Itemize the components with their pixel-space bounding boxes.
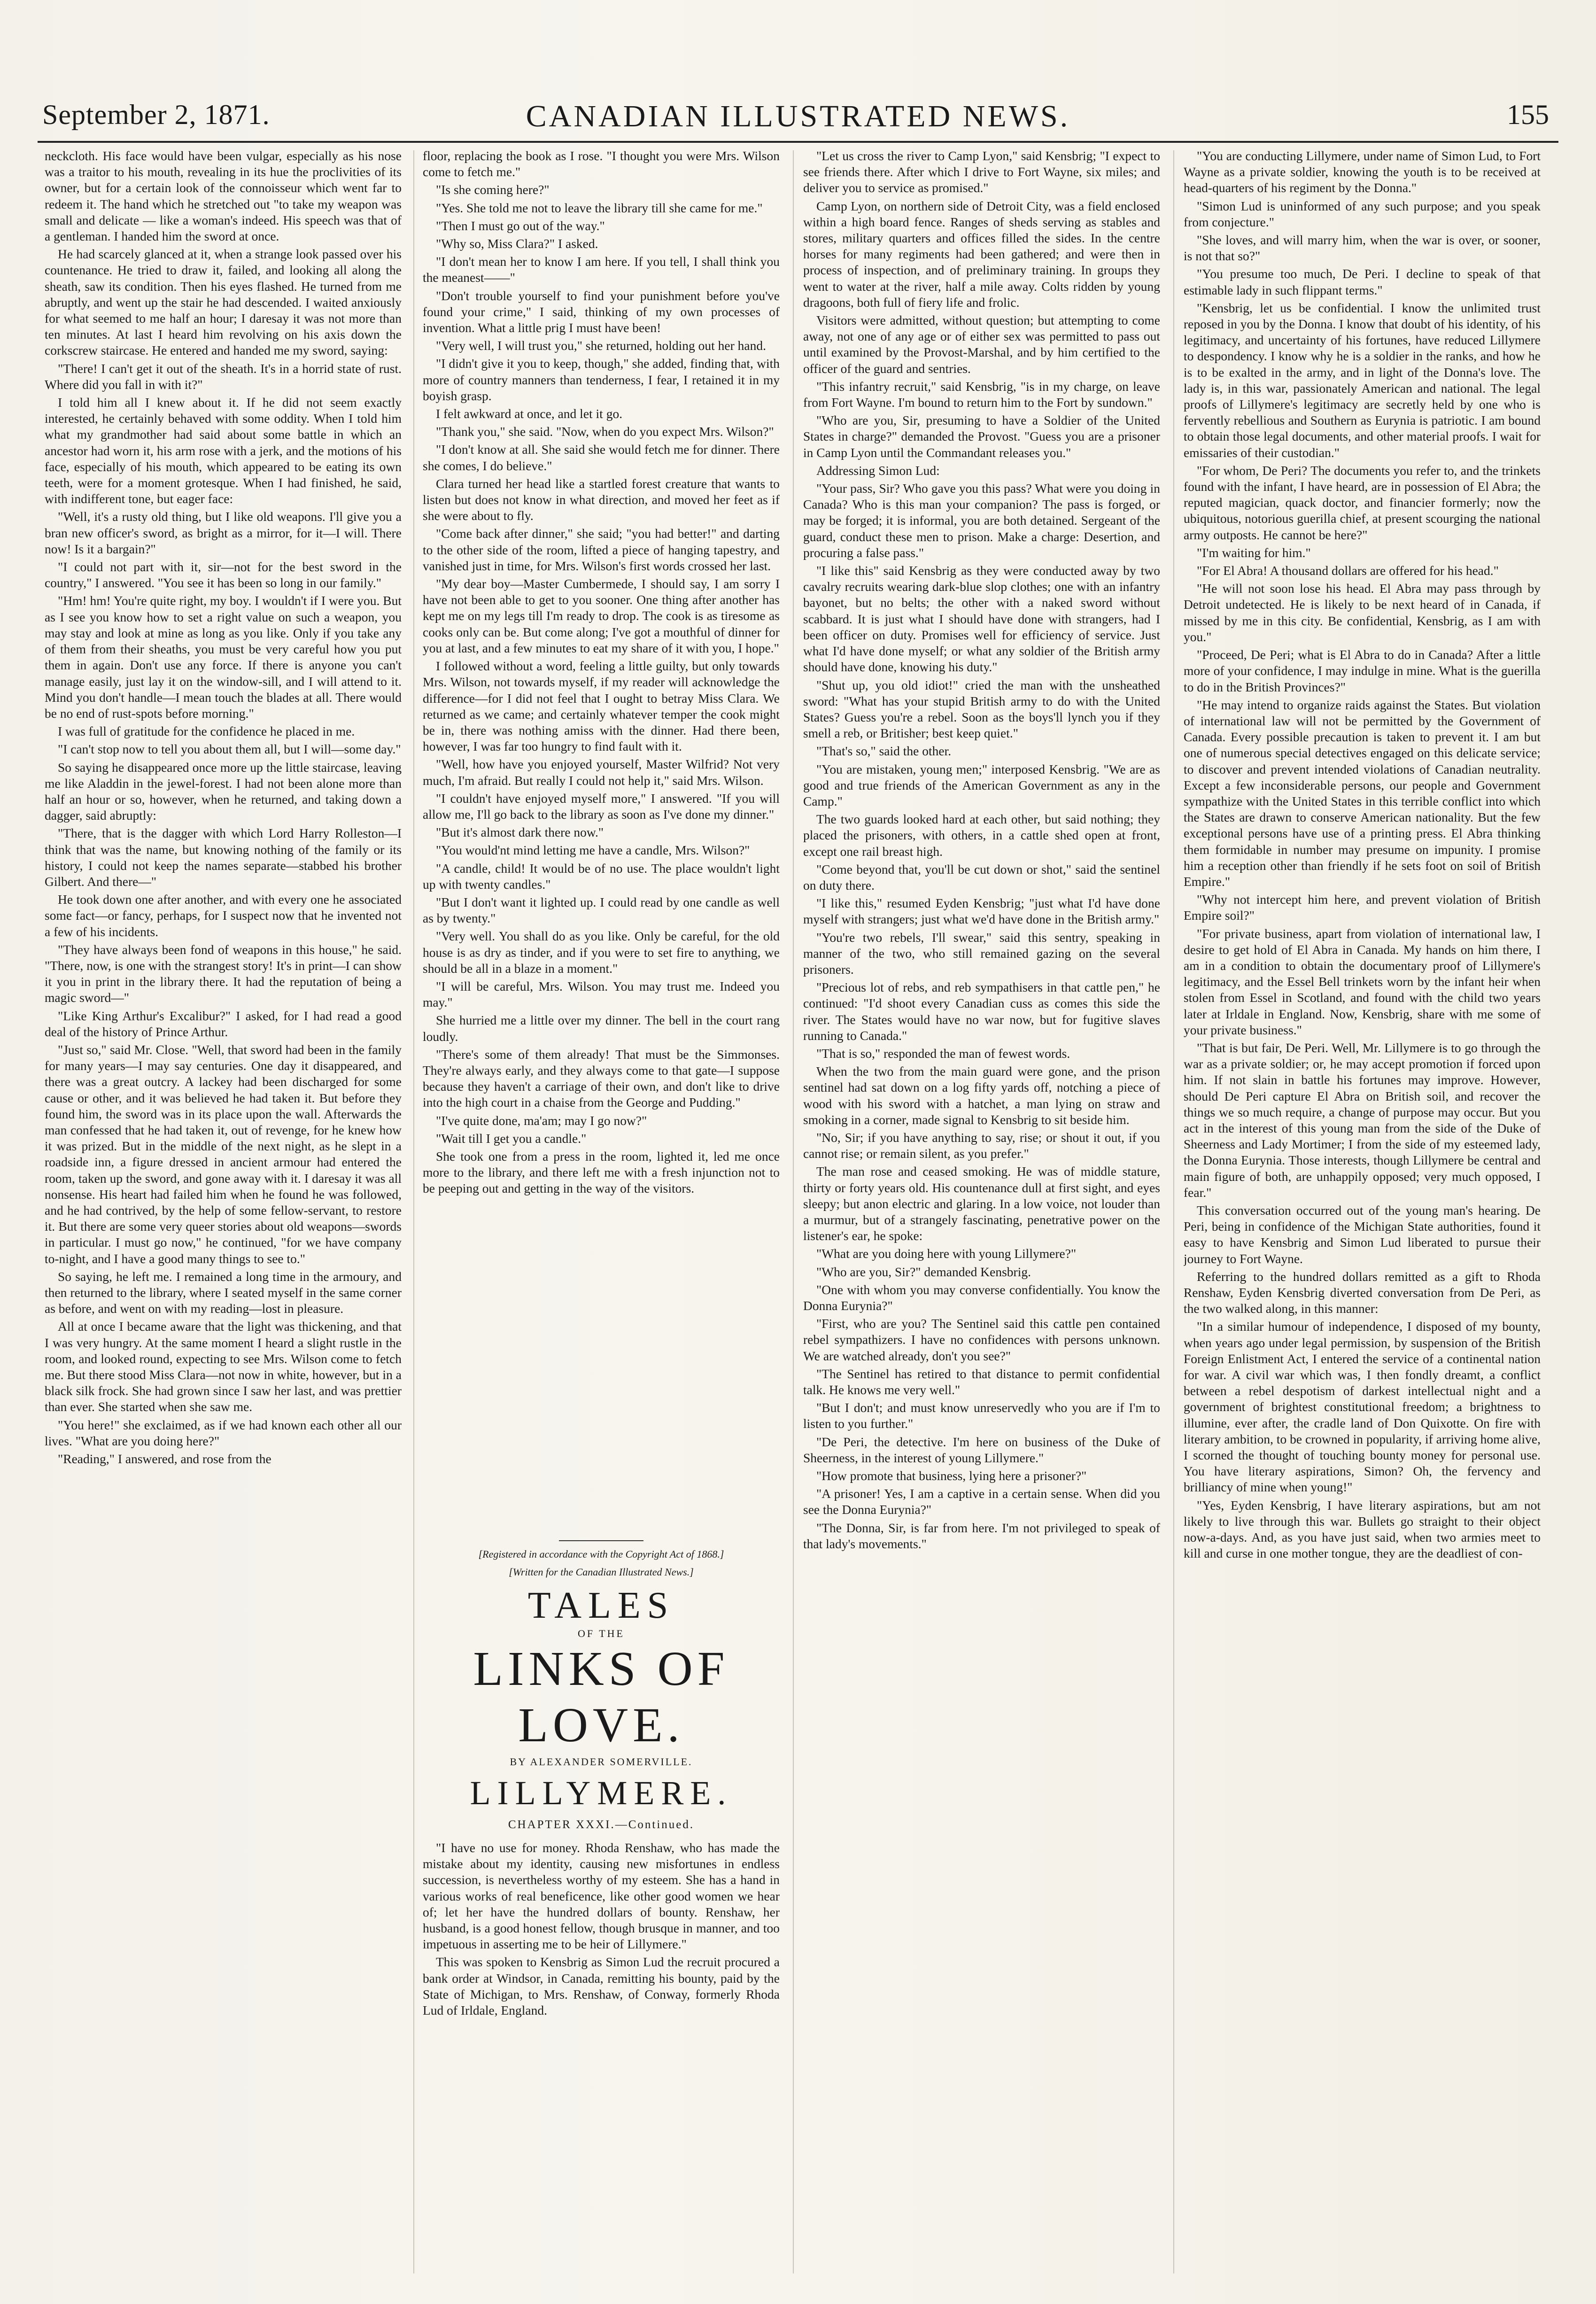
paragraph: "That's so," said the other. — [816, 744, 952, 759]
paragraph: "Let us cross the river to Camp Lyon," said Kensbrig; "I expect to see friends there. After which I drive to Fort Wayne, six miles; and deliver you to service as promised." — [803, 148, 1160, 195]
paragraph: "Come back after dinner," she said; "you had better!" and darting to the other side of the room, lifted a piece of hanging tapestry, and vanished just in time, for Mrs. Wilson's first words crossed her last. — [423, 526, 780, 573]
paragraph: I told him all I knew about it. If he did not seem exactly interested, he certainly behaved with some oddity. When I told him what my grandmother had said about some battle in which an ancestor had worn it, his arm rose with a jerk, and the motions of his face, especially of his mouth, which appeared to be eating its own teeth, were for a moment grotesque. When I had finished, he said, with indifferent tone, but eager face: — [45, 395, 402, 506]
paragraph: "But I don't want it lighted up. I could read by one candle as well as by twenty." — [423, 894, 780, 926]
paragraph: "A candle, child! It would be of no use. The place wouldn't light up with twenty candles." — [423, 861, 780, 892]
paragraph: Visitors were admitted, without question; but attempting to come away, not one of any age or of either sex was permitted to pass out until examined by the Provost-Marshal, and by him certified to the officer of the guard and sentries. — [803, 313, 1160, 376]
paragraph: "He will not soon lose his head. El Abra may pass through by Detroit undetected. He is likely to be next heard of in Canada, if missed by me in this city. Be confidential, Kensbrig, as I am with you." — [1184, 581, 1541, 644]
paragraph: "What are you doing here with young Lillymere?" — [816, 1246, 1077, 1261]
paragraph: "Proceed, De Peri; what is El Abra to do in Canada? After a little more of your confidence, I may indulge in mine. What is the guerilla to do in the British Provinces?" — [1184, 647, 1541, 694]
paragraph: "I couldn't have enjoyed myself more," I answered. "If you will allow me, I'll go back to the library as soon as I've done my dinner." — [423, 791, 780, 822]
masthead — [38, 80, 1558, 136]
paragraph: "There, that is the dagger with which Lord Harry Rolleston—I think that was the name, but knowing nothing of the family or its history, I could not keep the names separate—stabbed his brother Gilbert. And there—" — [45, 826, 402, 889]
paragraph: "But I don't; and must know unreservedly who you are if I'm to listen to you further." — [803, 1400, 1160, 1431]
paragraph: "Wait till I get you a candle." — [436, 1131, 587, 1146]
paragraph: "That is so," responded the man of fewest words. — [816, 1046, 1070, 1061]
page-number: 155 — [1507, 99, 1549, 130]
column-4 — [1184, 148, 1541, 2281]
heading-links-of-love: LINKS OF LOVE. — [473, 1642, 729, 1752]
paragraph: "Your pass, Sir? Who gave you this pass? What were you doing in Canada? Who is this man your companion? The pass is forged, or may be forged; it is informal, you are both detained. Sergeant of the guard, conduct these men to prison. Make a charge: Desertion, and procuring a false pass." — [803, 481, 1160, 560]
paragraph: "For private business, apart from violation of international law, I desire to get hold of El Abra in Canada. My hands on him there, I am in a condition to obtain the documentary proof of Lillymere's legitimacy, and the Essel Bell trinkets worn by the infant heir when stolen from Essel in Scotland, and found with the child two years later at Irldale in England. Now, Kensbrig, share with me some of your private business." — [1184, 926, 1541, 1037]
paragraph: "De Peri, the detective. I'm here on business of the Duke of Sheerness, in the interest of young Lillymere." — [803, 1434, 1160, 1465]
paragraph: "There! I can't get it out of the sheath. It's in a horrid state of rust. Where did you fall in with it?" — [45, 361, 402, 392]
column-divider — [1173, 150, 1174, 2273]
column-1 — [45, 148, 402, 2281]
paragraph: "You here!" she exclaimed, as if we had known each other all our lives. "What are you doing here?" — [45, 1417, 402, 1448]
paragraph: "Yes. She told me not to leave the library till she came for me." — [436, 200, 763, 215]
paragraph: "Kensbrig, let us be confidential. I know the unlimited trust reposed in you by the Donna. I know that doubt of his identity, of his legitimacy, and uncertainty of his fortunes, have reduced Lillymere to despondency. I know why he is a soldier in the ranks, and how he is to be exalted in the army, and in light of the Donna's love. The lady is, in this war, passionately American and national. The legal proofs of Lillymere's legitimacy are secretly held by one who is fervently rebellious and Southern as Eurynia is patriotic. I am bound to obtain those legal documents, and other material proofs. I wait for emissaries of their custodian." — [1184, 300, 1541, 460]
paragraph: "Is she coming here?" — [436, 182, 550, 197]
paragraph: Addressing Simon Lud: — [816, 463, 940, 478]
paragraph: "In a similar humour of independence, I disposed of my bounty, when years ago under legal permission, by suspension of the British Foreign Enlistment Act, I entered the service of a continental nation for war. A civil war which was, I then fondly dreamt, a conflict between a rebel despotism of darkest intellectual night and a government of brightest constitutional freedom; a brightness to illumine, ever after, the cradle land of Don Quixotte. On fire with literary ambition, to be crowned in popularity, if arriving home alive, I scorned the thought of touching bounty money for personal use. You have literary aspirations, Simon? Oh, the fervency and brilliancy of mine when young!" — [1184, 1319, 1541, 1495]
paragraph: neckcloth. His face would have been vulgar, especially as his nose was a traitor to his mouth, revealing in its hue the proclivities of its owner, but for a certain look of the connoisseur which went far to redeem it. The hand which he stretched out "to take my weapon was small and delicate — like a woman's indeed. His speech was that of a gentleman. I handed him the sword at once. — [45, 148, 402, 244]
paragraph: She took one from a press in the room, lighted it, led me once more to the library, and there left me with a fresh injunction not to be peeping out and getting in the way of the visitors. — [423, 1148, 780, 1196]
paragraph: This was spoken to Kensbrig as Simon Lud the recruit procured a bank order at Windsor, in Canada, remitting his bounty, paid by the State of Michigan, to Mrs. Renshaw, of Conway, formerly Rhoda Lud of Irldale, England. — [423, 1955, 780, 2018]
paragraph: The man rose and ceased smoking. He was of middle stature, thirty or forty years old. His countenance dull at first sight, and eyes sleepy; but anon electric and glaring. In a low voice, not louder than a murmur, but of a strangely fascinating, penetrative power on the listener's ear, he spoke: — [803, 1164, 1160, 1243]
paragraph: "I don't mean her to know I am here. If you tell, I shall think you the meanest——" — [423, 254, 780, 285]
paragraph: "I could not part with it, sir—not for the best sword in the country," I answered. "You see it has been so long in our family." — [45, 559, 402, 590]
paragraph: "I will be careful, Mrs. Wilson. You may trust me. Indeed you may." — [423, 978, 780, 1010]
paragraph: I followed without a word, feeling a little guilty, but only towards Mrs. Wilson, not towards myself, if my reader will acknowledge the difference—for I did not feel that I ought to betray Miss Clara. We returned as we came; and certainly whatever temper the cook might be in, there was nothing amiss with the dinner. Had there been, however, I was far too hungry to find fault with it. — [423, 659, 780, 754]
paragraph: "But it's almost dark there now." — [436, 825, 604, 840]
issue-date: September 2, 1871. — [42, 99, 270, 130]
paragraph: "I've quite done, ma'am; may I go now?" — [436, 1113, 647, 1128]
paragraph: Clara turned her head like a startled forest creature that wants to listen but does not know in what direction, and moved her feet as if she were about to fly. — [423, 476, 780, 523]
paragraph: "Well, how have you enjoyed yourself, Master Wilfrid? Not very much, I'm afraid. But really I could not help it," said Mrs. Wilson. — [423, 757, 780, 788]
paragraph: "I don't know at all. She said she would fetch me for dinner. There she comes, I do believe." — [423, 442, 780, 473]
column-divider — [413, 150, 414, 2273]
paragraph: "Yes, Eyden Kensbrig, I have literary aspirations, but am not likely to live through this war. Bullets go straight to their object now-a-days. And, as you have just said, when two armies meet to kill and curse in one mother tongue, they are the deadliest of con- — [1184, 1497, 1541, 1561]
paragraph: "The Sentinel has retired to that distance to permit confidential talk. He knows me very well." — [803, 1366, 1160, 1397]
paragraph: "Just so," said Mr. Close. "Well, that sword had been in the family for many years—I may say centuries. One day it disappeared, and there was a great outcry. A lackey had been discharged for some cause or other, and it was believed he had taken it. But before they found him, the sword was in its place upon the wall. Afterwards the man confessed that he had taken it, out of revenge, for he knew how it was prized. But in the middle of the next night, as he slept in a roadside inn, a figure dressed in ancient armour had entered the room, taken up the sword, and gone away with it. I daresay it was all nonsense. His heart had failed him when he found he was followed, and he had contrived, by the help of some fellow-servant, to restore it. But there are some very queer stories about old weapons—swords in particular. I must go now," he continued, "for we have company to-night, and I have a good many things to see to." — [45, 1042, 402, 1266]
paragraph: "Who are you, Sir, presuming to have a Soldier of the United States in charge?" demanded the Provost. "Guess you are a prisoner in Camp Lyon until the Commandant releases you." — [803, 413, 1160, 460]
paragraph: "For whom, De Peri? The documents you refer to, and the trinkets found with the infant, I have heard, are in possession of El Abra; the reputed magician, quack doctor, and financier formerly; now the ubiquitous, notorious guerilla chief, at present scourging the national army outposts. He cannot be here?" — [1184, 463, 1541, 542]
paragraph: "Why not intercept him here, and prevent violation of British Empire soil?" — [1184, 892, 1541, 923]
heading-tales: TALES — [527, 1585, 675, 1626]
paragraph: "Who are you, Sir?" demanded Kensbrig. — [816, 1264, 1031, 1279]
paragraph: "A prisoner! Yes, I am a captive in a certain sense. When did you see the Donna Eurynia?" — [803, 1486, 1160, 1517]
paragraph: "That is but fair, De Peri. Well, Mr. Lillymere is to go through the war as a private soldier; or, he may accept promotion if forced upon him. If not slain in battle his fortunes may improve. However, should De Peri capture El Abra on British soil, and recover the things we so much require, a change of purpose may occur. But you act in the interest of this young man from the side of the Duke of Sheerness and Lady Mortimer; I from the side of my esteemed lady, the Donna Eurynia. Those interests, though Lillymere be central and main figure of both, are unhappily opposed; very much opposed, I fear." — [1184, 1040, 1541, 1200]
paragraph: "First, who are you? The Sentinel said this cattle pen contained rebel sympathizers. I have no confidences with persons unknown. We are watched already, don't you see?" — [803, 1316, 1160, 1363]
paragraph: "You are mistaken, young men;" interposed Kensbrig. "We are as good and true friends of the American Government as any in the Camp." — [803, 761, 1160, 808]
paragraph: "One with whom you may converse confidentially. You know the Donna Eurynia?" — [803, 1282, 1160, 1313]
paragraph: "You're two rebels, I'll swear," said this sentry, speaking in manner of the two, who still remained gazing on the several prisoners. — [803, 930, 1160, 977]
paragraph: "My dear boy—Master Cumbermede, I should say, I am sorry I have not been able to get to you sooner. One thing after another has kept me on my legs till I'm ready to drop. The cook is as tiresome as cooks only can be. But come along; I've got a mouthful of dinner for you at last, and a few minutes to eat my share of it with you, I hope." — [423, 576, 780, 655]
paragraph: "I can't stop now to tell you about them all, but I will—some day." — [58, 742, 401, 757]
paragraph: "You presume too much, De Peri. I decline to speak of that estimable lady in such flippant terms." — [1184, 266, 1541, 297]
column-2 — [423, 148, 780, 2281]
paragraph: "How promote that business, lying here a prisoner?" — [816, 1468, 1087, 1483]
heading-lillymere: LILLYMERE. — [470, 1774, 733, 1812]
paragraph: This conversation occurred out of the young man's hearing. De Peri, being in confidence of the Michigan State authorities, found it easy to have Kensbrig and Simon Lud liberated to pursue their journey to Fort Wayne. — [1184, 1203, 1541, 1266]
paragraph: "Why so, Miss Clara?" I asked. — [436, 236, 598, 251]
paragraph: "Shut up, you old idiot!" cried the man with the unsheathed sword: "What has your stupid British army to do with the United States? Guess you're a rebel. Soon as the boys'll lynch you if they smell a reb, or Britisher; best keep quiet." — [803, 677, 1160, 741]
paragraph: "Precious lot of rebs, and reb sympathisers in that cattle pen," he continued: "I'd shoot every Canadian cuss as comes this side the river. The States would have no war now, but for fugitive slaves running to Canada." — [803, 980, 1160, 1043]
paragraph: "They have always been fond of weapons in this house," he said. "There, now, is one with the strangest story! It's in print—I can show it you in print in the library there. It had the reputation of being a magic sword—" — [45, 942, 402, 1005]
section-divider — [559, 1540, 643, 1541]
paragraph: "He may intend to organize raids against the States. But violation of international law will not be permitted by the Government of Canada. Every possible precaution is taken to prevent it. I am but one of numerous special detectives engaged on this delicate service; to discover and prevent intended violations of Canadian neutrality. Except a few inconsiderable persons, our people and Government sympathize with the United States in this terrible conflict into which the States are drawn to conserve American nationality. But the few exceptional persons have use of a printing press. El Abra thinking them formidable in number may presume on impunity. I promise him a reception other than friendly if he sets foot on soil of British Empire." — [1184, 697, 1541, 889]
paragraph: The two guards looked hard at each other, but said nothing; they placed the prisoners, with others, in a cattle shed open at front, except one rail breast high. — [803, 812, 1160, 859]
paragraph: "Come beyond that, you'll be cut down or shot," said the sentinel on duty there. — [803, 861, 1160, 892]
paragraph: "You are conducting Lillymere, under name of Simon Lud, to Fort Wayne as a private soldier, knowing the youth is to be received at head-quarters of his regiment by the Donna." — [1184, 148, 1541, 195]
paragraph: floor, replacing the book as I rose. "I thought you were Mrs. Wilson come to fetch me." — [423, 148, 780, 179]
column-2-story-end — [423, 148, 780, 1534]
written-for-note: [Written for the Canadian Illustrated News.] — [509, 1566, 694, 1578]
paragraph: "Very well, I will trust you," she returned, holding out her hand. — [436, 338, 766, 353]
paragraph: "I like this," resumed Eyden Kensbrig; "just what I'd have done myself with strangers; just what we'd have done in the British army." — [803, 896, 1160, 927]
paragraph: Camp Lyon, on northern side of Detroit City, was a field enclosed within a high board fence. Ranges of sheds serving as stables and stores, military quarters and offices filled the sides. In the centre horses for many regiments had been gathered; and were then in process of inspection, and of preliminary training. In groups they went to water at the river, half a mile away. Colts ridden by young dragoons, both full of fiery life and frolic. — [803, 198, 1160, 310]
newspaper-title: CANADIAN ILLUSTRATED NEWS. — [526, 99, 1070, 133]
paragraph: "Simon Lud is uninformed of any such purpose; and you speak from conjecture." — [1184, 198, 1541, 229]
paragraph: "For El Abra! A thousand dollars are offered for his head." — [1197, 563, 1499, 578]
paragraph: So saying he disappeared once more up the little staircase, leaving me like Aladdin in the jewel-forest. I had not been alone more than half an hour or so, however, when he returned, and taking down a dagger, said abruptly: — [45, 760, 402, 823]
paragraph: "I like this" said Kensbrig as they were conducted away by two cavalry recruits wearing dark-blue slop clothes; one with an infantry bayonet, but no belts; the other with a naked sword without scabbard. It is just what I should have done with strangers, had I been officer on duty. Promises well for efficiency of service. Just what I'd have done myself; or what any soldier of the British army should have done, knowing his duty." — [803, 563, 1160, 675]
paragraph: All at once I became aware that the light was thickening, and that I was very hungry. At the same moment I heard a slight rustle in the room, and looked round, expecting to see Mrs. Wilson come to fetch me. But there stood Miss Clara—not now in white, however, but in a black silk frock. She had grown since I saw her last, and was prettier than ever. She started when she saw me. — [45, 1319, 402, 1414]
paragraph: "Like King Arthur's Excalibur?" I asked, for I had read a good deal of the history of Prince Arthur. — [45, 1008, 402, 1039]
byline: BY ALEXANDER SOMERVILLE. — [510, 1756, 693, 1768]
paragraph: She hurried me a little over my dinner. The bell in the court rang loudly. — [423, 1013, 780, 1044]
paragraph: "There's some of them already! That must be the Simmonses. They're always early, and they always come to that gate—I suppose because they haven't a carriage of their own, and don't like to drive into the high court in a chaise from the George and Pudding." — [423, 1047, 780, 1110]
paragraph: "This infantry recruit," said Kensbrig, "is in my charge, on leave from Fort Wayne. I'm bound to return him to the Fort by sundown." — [803, 379, 1160, 410]
paragraph: "Very well. You shall do as you like. Only be careful, for the old house is as dry as tinder, and if you were to set fire to anything, we should be all in a blaze in a moment." — [423, 929, 780, 976]
paragraph: "Don't trouble yourself to find your punishment before you've found your crime," I said, thinking of my own processes of invention. What a little prig I must have been! — [423, 288, 780, 335]
column-3 — [803, 148, 1160, 2281]
paragraph: He had scarcely glanced at it, when a strange look passed over his countenance. He tried to draw it, failed, and looking all along the sheath, saw its condition. Then his eyes flashed. He turned from me abruptly, and went up the stair he had descended. I waited anxiously for what seemed to me half an hour; I daresay it was not more than ten minutes. At last I heard him revolving on his axis down the corkscrew staircase. He entered and handed me my sword, saying: — [45, 247, 402, 358]
paragraph: "The Donna, Sir, is far from here. I'm not privileged to speak of that lady's movements." — [803, 1520, 1160, 1551]
chapter-label: CHAPTER XXXI.—Continued. — [508, 1818, 695, 1831]
heading-of-the: OF THE — [578, 1628, 625, 1639]
column-divider — [793, 150, 794, 2273]
paragraph: "You would'nt mind letting me have a candle, Mrs. Wilson?" — [436, 843, 750, 858]
paragraph: "I have no use for money. Rhoda Renshaw, who has made the mistake about my identity, causing new misfortunes in endless succession, is nevertheless worthy of my esteem. She has a hand in various works of real beneficence, like other good women we hear of; let her have the hundred dollars of bounty. Renshaw, her husband, is a good honest fellow, though brusque in manner, and too impetuous in asserting me to be heir of Lillymere." — [423, 1840, 780, 1952]
paragraph: "I didn't give it you to keep, though," she added, finding that, with more of country manners than tenderness, I fear, I retained it in my boyish grasp. — [423, 356, 780, 403]
paragraph: He took down one after another, and with every one he associated some fact—or fancy, perhaps, for I suspect now that he invented not a few of his incidents. — [45, 892, 402, 939]
paragraph: I was full of gratitude for the confidence he placed in me. — [58, 724, 355, 739]
paragraph: "She loves, and will marry him, when the war is over, or sooner, is not that so?" — [1184, 233, 1541, 264]
paragraph: "Then I must go out of the way." — [436, 218, 605, 233]
paragraph: "I'm waiting for him." — [1197, 545, 1311, 560]
paragraph: So saying, he left me. I remained a long time in the armoury, and then returned to the library, where I seated myself in the same corner as before, and went on with my reading—lost in pleasure. — [45, 1269, 402, 1316]
paragraph: Referring to the hundred dollars remitted as a gift to Rhoda Renshaw, Eyden Kensbrig diverted conversation from De Peri, as the two walked along, in this manner: — [1184, 1269, 1541, 1316]
paragraph: "Hm! hm! You're quite right, my boy. I wouldn't if I were you. But as I see you know how to set a right value on such a weapon, you may stay and look at mine as long as you like. Only if you take any of them from their sheaths, you must be very careful how you put them in again. Don't use any force. If there is anyone you can't manage easily, just lay it on the window-sill, and I will attend to it. Mind you don't handle—I mean touch the blades at all. There would be no end of rust-spots before morning." — [45, 593, 402, 721]
paragraph: "Well, it's a rusty old thing, but I like old weapons. I'll give you a bran new officer's sword, as bright as a mirror, for it—I will. There now! Is it a bargain?" — [45, 509, 402, 556]
paragraph: I felt awkward at once, and let it go. — [436, 406, 623, 421]
column-2-new-story — [423, 1840, 780, 2020]
paragraph: "Thank you," she said. "Now, when do you expect Mrs. Wilson?" — [436, 424, 774, 439]
copyright-notice: [Registered in accordance with the Copyright Act of 1868.] — [478, 1548, 724, 1560]
header-rule — [38, 141, 1558, 143]
story-heading — [423, 1584, 780, 1834]
paragraph: "Reading," I answered, and rose from the — [58, 1451, 271, 1466]
paragraph: When the two from the main guard were gone, and the prison sentinel had sat down on a log fifty yards off, notching a piece of wood with his sword with a hatchet, a man lying on straw and smoking in a corner, made signal to Kensbrig to sit beside him. — [803, 1064, 1160, 1127]
paragraph: "No, Sir; if you have anything to say, rise; or shout it out, if you cannot rise; or remain silent, as you prefer." — [803, 1130, 1160, 1161]
